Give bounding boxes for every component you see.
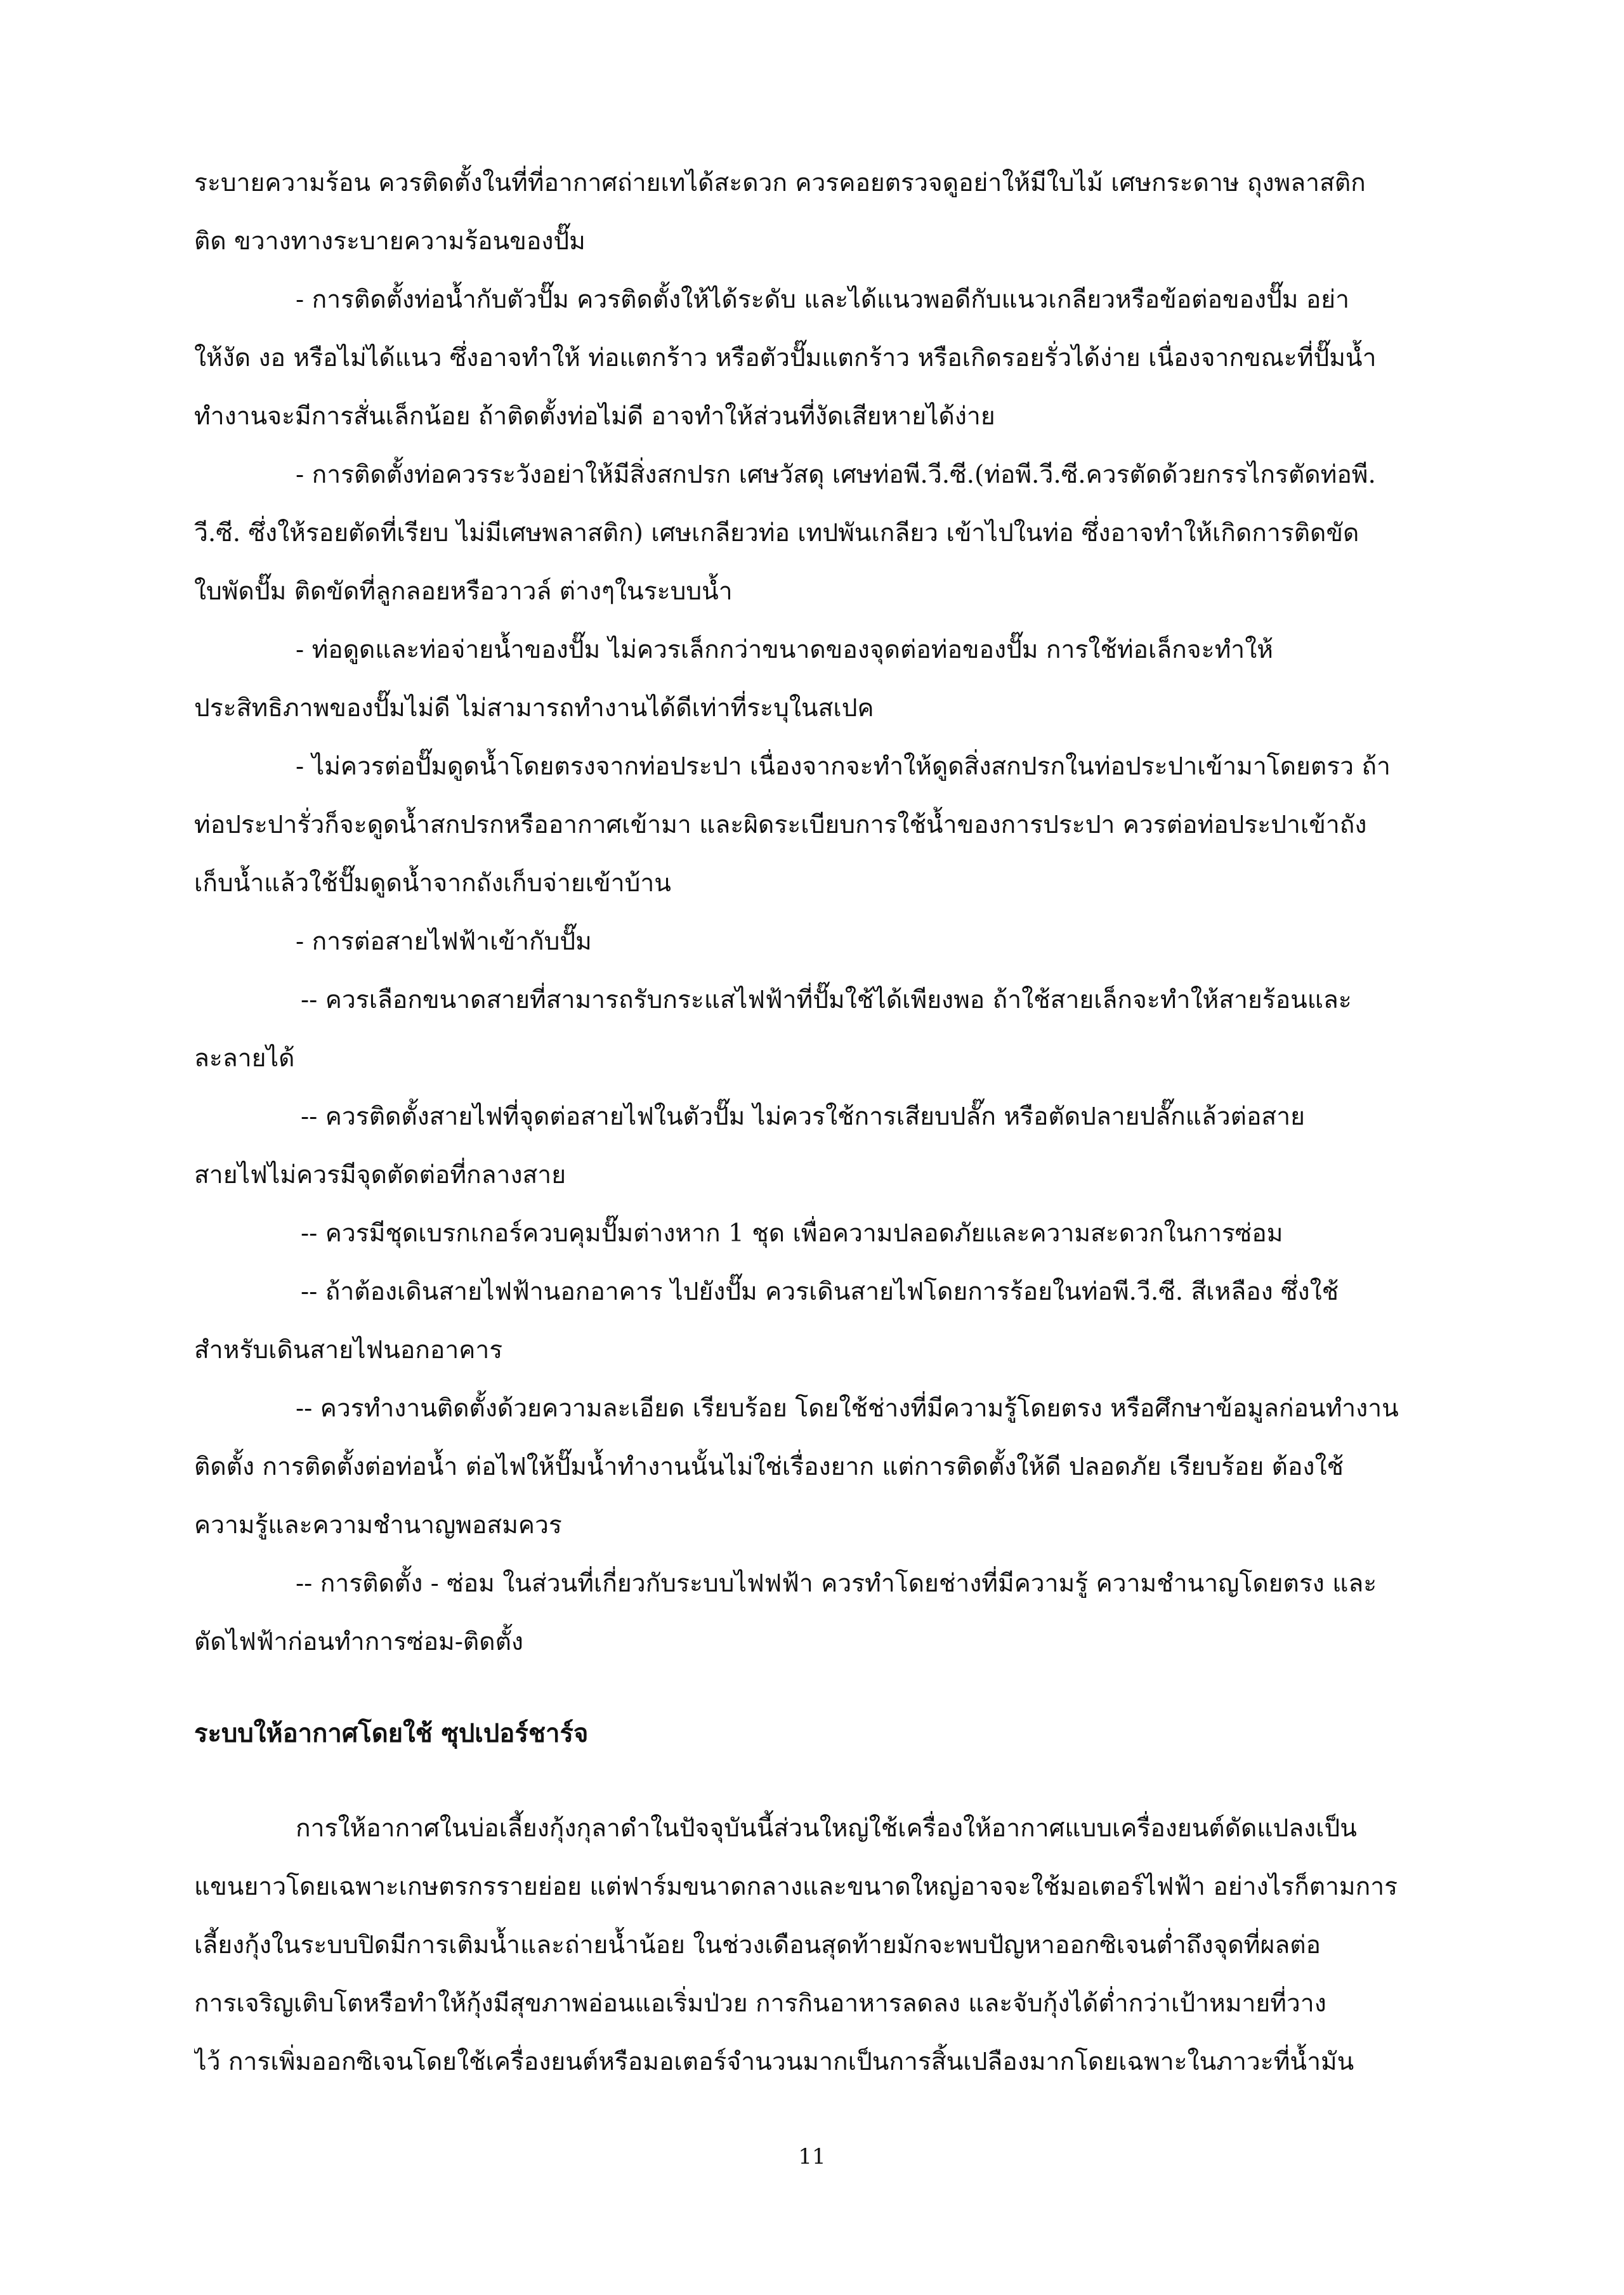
body-line: ติด ขวางทางระบายความร้อนของปั๊ม <box>194 227 586 256</box>
body-line: -- การติดตั้ง - ซ่อม ในส่วนที่เกี่ยวกับระบบไฟฟฟ้า ควรทำโดยช่างที่มีความรู้ ความชำนาญโดยตรง และ <box>296 1569 1377 1598</box>
body-line: วี.ซี. ซึ่งให้รอยตัดที่เรียบ ไม่มีเศษพลาสติก) เศษเกลียวท่อ เทปพันเกลียว เข้าไปในท่อ ซึ่งอาจทำให้เกิดการติดขัด <box>194 519 1359 547</box>
section-heading: ระบบให้อากาศโดยใช้ ซุปเปอร์ชาร์จ <box>194 1718 589 1748</box>
body-line: ประสิทธิภาพของปั๊มไม่ดี ไม่สามารถทำงานได้ดีเท่าที่ระบุในสเปค <box>194 694 874 723</box>
body-line: - การติดตั้งท่อน้ำกับตัวปั๊ม ควรติดตั้งให้ได้ระดับ และได้แนวพอดีกับแนวเกลียวหรือข้อต่อของปั๊ม อย่า <box>296 285 1350 314</box>
body-line: ท่อประปารั่วก็จะดูดน้ำสกปรกหรืออากาศเข้ามา และผิดระเบียบการใช้น้ำของการประปา ควรต่อท่อประปาเข้าถัง <box>194 811 1367 839</box>
section-line: แขนยาวโดยเฉพาะเกษตรกรรายย่อย แต่ฟาร์มขนาดกลางและขนาดใหญ่อาจจะใช้มอเตอร์ไฟฟ้า อย่างไรก็ตามการ <box>194 1873 1398 1901</box>
body-line: -- ควรทำงานติดตั้งด้วยความละเอียด เรียบร้อย โดยใช้ช่างที่มีความรู้โดยตรง หรือศึกษาข้อมูลก่อนทำงาน <box>296 1394 1399 1423</box>
body-line: ละลายได้ <box>194 1044 295 1073</box>
body-line: -- ควรติดตั้งสายไฟที่จุดต่อสายไฟในตัวปั๊ม ไม่ควรใช้การเสียบปลั๊ก หรือตัดปลายปลั๊กแล้วต่อสาย <box>301 1102 1305 1131</box>
body-line: สำหรับเดินสายไฟนอกอาคาร <box>194 1336 503 1364</box>
body-line: ความรู้และความชำนาญพอสมควร <box>194 1511 562 1540</box>
body-line: - ไม่ควรต่อปั๊มดูดน้ำโดยตรงจากท่อประปา เนื่องจากจะทำให้ดูดสิ่งสกปรกในท่อประปาเข้ามาโดยตรว ถ้า <box>296 752 1391 781</box>
section-line: ไว้ การเพิ่มออกซิเจนโดยใช้เครื่องยนต์หรือมอเตอร์จำนวนมากเป็นการสิ้นเปลืองมากโดยเฉพาะในภาวะที่น้ำมัน <box>194 2048 1354 2076</box>
body-line: ติดตั้ง การติดตั้งต่อท่อน้ำ ต่อไฟให้ปั๊มน้ำทำงานนั้นไม่ใช่เรื่องยาก แต่การติดตั้งให้ดี ปลอดภัย เรียบร้อย ต้องใช้ <box>194 1453 1344 1481</box>
body-line: -- ควรมีชุดเบรกเกอร์ควบคุมปั๊มต่างหาก 1 ชุด เพื่อความปลอดภัยและความสะดวกในการซ่อม <box>301 1219 1283 1248</box>
body-line: ทำงานจะมีการสั่นเล็กน้อย ถ้าติดตั้งท่อไม่ดี อาจทำให้ส่วนที่งัดเสียหายได้ง่าย <box>194 402 995 431</box>
page-number: 11 <box>798 2144 826 2169</box>
body-line: ตัดไฟฟ้าก่อนทำการซ่อม-ติดตั้ง <box>194 1628 523 1656</box>
body-line: - การต่อสายไฟฟ้าเข้ากับปั๊ม <box>296 927 592 956</box>
body-line: สายไฟไม่ควรมีจุดตัดต่อที่กลางสาย <box>194 1161 566 1189</box>
body-line: เก็บน้ำแล้วใช้ปั๊มดูดน้ำจากถังเก็บจ่ายเข้าบ้าน <box>194 869 671 898</box>
body-line: ระบายความร้อน ควรติดตั้งในที่ที่อากาศถ่ายเทได้สะดวก ควรคอยตรวจดูอย่าให้มีใบไม้ เศษกระดาษ ถุงพลาสติก <box>194 169 1366 197</box>
body-line: - ท่อดูดและท่อจ่ายน้ำของปั๊ม ไม่ควรเล็กกว่าขนาดของจุดต่อท่อของปั๊ม การใช้ท่อเล็กจะทำให้ <box>296 636 1273 664</box>
section-line: การให้อากาศในบ่อเลี้ยงกุ้งกุลาดำในปัจจุบันนี้ส่วนใหญ่ใช้เครื่องให้อากาศแบบเครื่องยนต์ดัดแปลงเป็น <box>296 1814 1357 1843</box>
body-line: ให้งัด งอ หรือไม่ได้แนว ซึ่งอาจทำให้ ท่อแตกร้าว หรือตัวปั๊มแตกร้าว หรือเกิดรอยรั่วได้ง่าย เนื่องจากขณะที่ปั๊มน้ำ <box>194 344 1377 372</box>
section-line: เลี้ยงกุ้งในระบบปิดมีการเติมน้ำและถ่ายน้ำน้อย ในช่วงเดือนสุดท้ายมักจะพบปัญหาออกซิเจนต่ำถึงจุดที่ผลต่อ <box>194 1931 1321 1959</box>
body-line: -- ควรเลือกขนาดสายที่สามารถรับกระแสไฟฟ้าที่ปั๊มใช้ได้เพียงพอ ถ้าใช้สายเล็กจะทำให้สายร้อนและ <box>301 986 1352 1014</box>
page-content <box>194 154 1514 2091</box>
body-line: -- ถ้าต้องเดินสายไฟฟ้านอกอาคาร ไปยังปั๊ม ควรเดินสายไฟโดยการร้อยในท่อพี.วี.ซี. สีเหลือง ซึ่งใช้ <box>301 1278 1339 1306</box>
section-line: การเจริญเติบโตหรือทำให้กุ้งมีสุขภาพอ่อนแอเริ่มป่วย การกินอาหารลดลง และจับกุ้งได้ต่ำกว่าเป้าหมายที่วาง <box>194 1989 1326 2018</box>
body-line: - การติดตั้งท่อควรระวังอย่าให้มีสิ่งสกปรก เศษวัสดุ เศษท่อพี.วี.ซี.(ท่อพี.วี.ซี.ควรตัดด้วยกรรไกรตัดท่อพี. <box>296 461 1376 489</box>
body-line: ใบพัดปั๊ม ติดขัดที่ลูกลอยหรือวาวล์ ต่างๆในระบบน้ำ <box>194 577 733 606</box>
